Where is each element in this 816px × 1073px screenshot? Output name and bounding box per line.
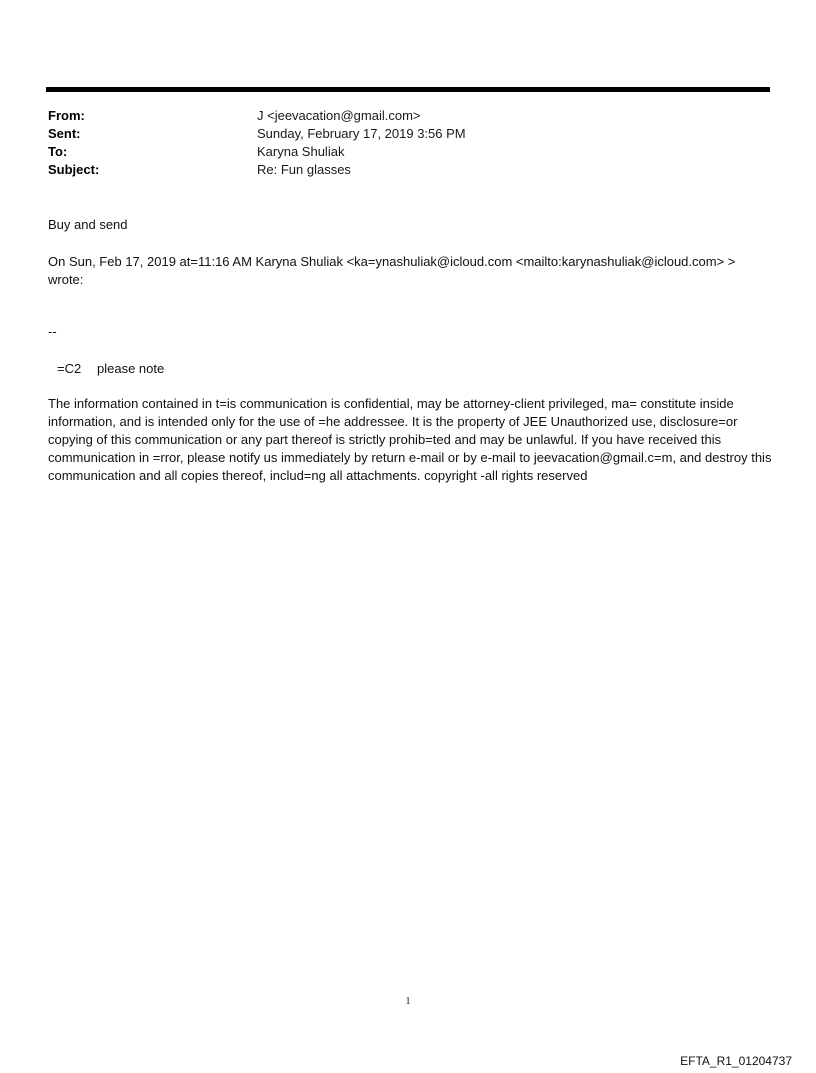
to-label: To: (48, 144, 68, 159)
subject-label: Subject: (48, 162, 100, 177)
from-row (48, 107, 768, 125)
from-label: From: (48, 108, 85, 123)
to-value: Karyna Shuliak (257, 144, 345, 159)
subject-row (48, 161, 768, 179)
sent-row (48, 125, 768, 143)
page-number: 1 (405, 996, 411, 1007)
signature-separator: -- (48, 324, 57, 339)
header-divider (46, 87, 770, 92)
email-header (48, 107, 768, 179)
quote-intro: On Sun, Feb 17, 2019 at=11:16 AM Karyna Shuliak <ka=ynashuliak@icloud.com <mailto:karynashuliak@icloud.com> > wrote: (48, 254, 736, 287)
note-text: please note (97, 361, 165, 376)
sent-value: Sunday, February 17, 2019 3:56 PM (257, 126, 466, 141)
reply-text: Buy and send (48, 217, 128, 232)
note-line (57, 360, 781, 378)
confidentiality-disclaimer: The information contained in t=is communication is confidential, may be attorney-client privileged, ma= constitute inside information, and is intended only for the use of =he addressee. It is the property of JEE Unauthorized use, disclosure=or copying of this communication or any part thereof is strictly prohib=ted and may be unlawful. If you have received this communication in =rror, please notify us immediately by return e-mail or by e-mail to jeevacation@gmail.c=m, and destroy this communication and all copies thereof, includ=ng all attachments. copyright -all rights reserved (48, 396, 772, 483)
sent-label: Sent: (48, 126, 81, 141)
to-row (48, 143, 768, 161)
subject-value: Re: Fun glasses (257, 162, 351, 177)
note-code: =C2 (57, 361, 82, 376)
document-id: EFTA_R1_01204737 (680, 1054, 792, 1068)
from-value: J <jeevacation@gmail.com> (257, 108, 421, 123)
